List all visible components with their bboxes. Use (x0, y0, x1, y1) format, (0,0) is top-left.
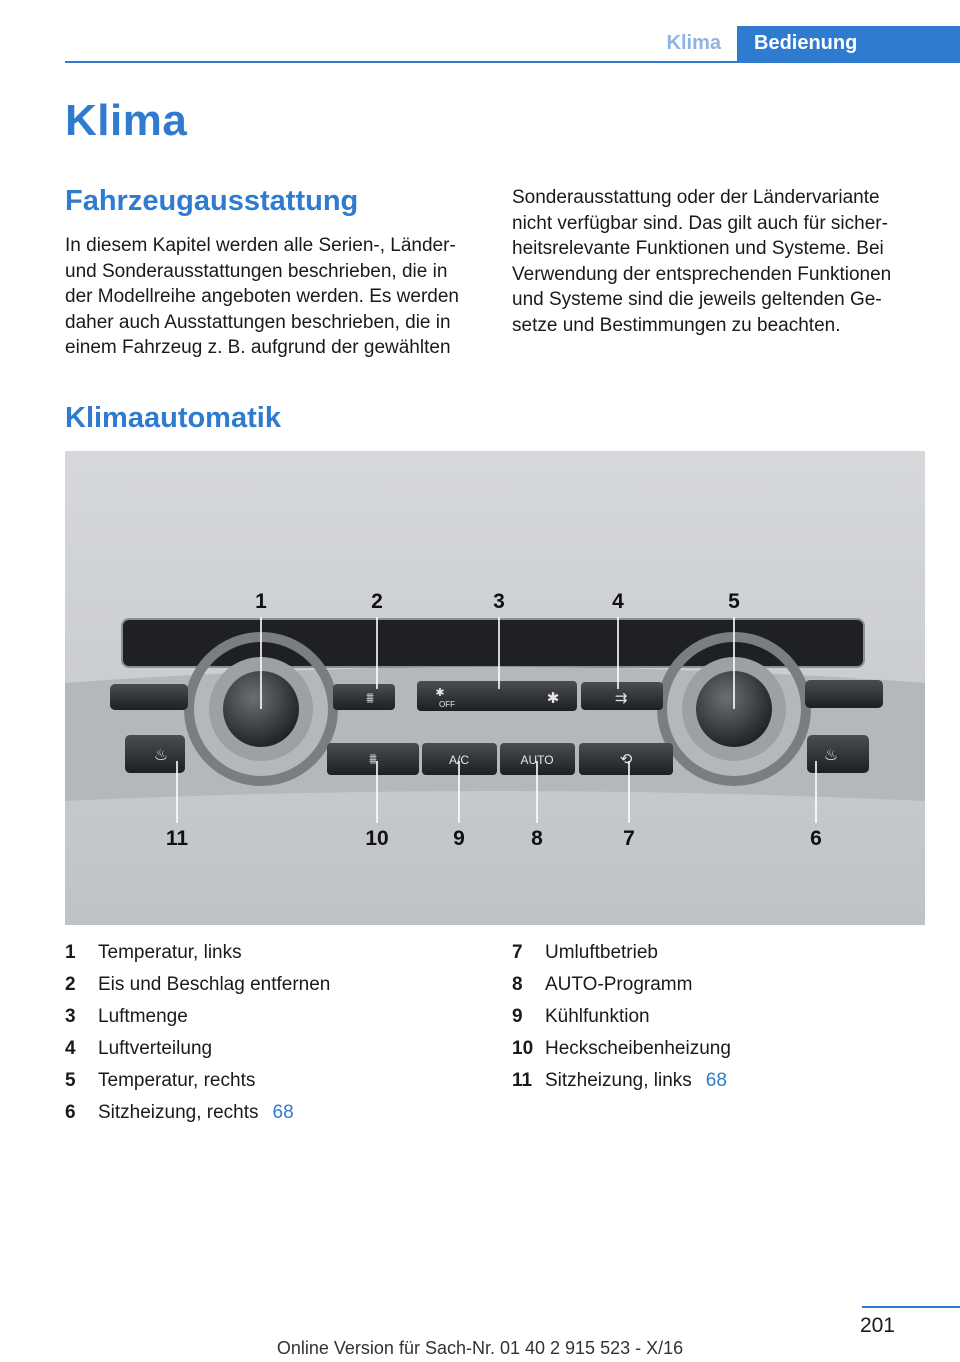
defrost-icon: ⩩ (365, 689, 375, 707)
callout-1: 1 (255, 590, 267, 613)
fan-large-icon: ✱ (546, 689, 560, 707)
legend-item (512, 937, 922, 969)
legend-number: 1 (65, 942, 76, 963)
callout-11: 11 (165, 827, 189, 850)
callout-10: 10 (365, 827, 389, 850)
legend-text: Sitzheizung, rechts (98, 1102, 259, 1123)
legend-text: Umluftbetrieb (545, 942, 658, 963)
callout-7: 7 (623, 827, 635, 850)
callout-3: 3 (493, 590, 505, 613)
legend-text: Luftmenge (98, 1006, 188, 1027)
legend-number: 11 (512, 1070, 533, 1091)
legend-number: 5 (65, 1070, 76, 1091)
page-title: Klima (65, 96, 188, 145)
page-reference-link[interactable]: 68 (272, 1102, 294, 1123)
callout-4: 4 (612, 590, 624, 613)
fan-small-icon: ✱ (435, 686, 445, 699)
legend-text: Temperatur, links (98, 942, 242, 963)
header-tab-bedienung[interactable]: Bedienung (737, 26, 960, 61)
legend-text: Luftverteilung (98, 1038, 213, 1059)
callout-8: 8 (531, 827, 543, 850)
legend-number: 4 (65, 1038, 76, 1059)
legend-number: 9 (512, 1006, 523, 1027)
page-number: 201 (859, 1314, 895, 1337)
legend-text: AUTO-Programm (545, 974, 693, 995)
seat-heating-left-icon: ♨ (153, 745, 169, 764)
footer-rule (862, 1306, 960, 1308)
air-distribution-icon: ⇉ (614, 689, 628, 707)
callout-6: 6 (810, 827, 822, 850)
legend-number: 10 (512, 1038, 534, 1059)
legend-item (512, 969, 922, 1001)
legend-item (65, 1001, 485, 1033)
recirculation-icon: ⟲ (619, 750, 633, 768)
legend-text: Temperatur, rechts (98, 1070, 256, 1091)
intro-column-right: Sonderausstattung oder der Ländervariante nicht verfügbar sind. Das gilt auch für sicher- heitsrelevante Funktionen und Systeme. Bei Verwendung der entsprechenden Funktionen und Systeme sind die jeweils geltenden Ge- setze und Bestimmungen zu beachten. (512, 187, 892, 336)
legend-text: Heckscheibenheizung (545, 1038, 731, 1059)
legend-left (65, 937, 485, 1129)
legend-item (512, 1001, 922, 1033)
callout-5: 5 (728, 590, 740, 613)
legend-number: 7 (512, 942, 523, 963)
legend-item (65, 969, 485, 1001)
callout-2: 2 (371, 590, 383, 613)
legend-item (65, 1065, 485, 1097)
legend-text: Kühlfunktion (545, 1006, 650, 1027)
legend-text: Sitzheizung, links (545, 1070, 692, 1091)
legend-number: 2 (65, 974, 76, 995)
legend-number: 6 (65, 1102, 76, 1123)
legend-item (65, 937, 485, 969)
off-label: OFF (439, 700, 455, 709)
climate-control-figure (65, 451, 925, 925)
callout-9: 9 (453, 827, 465, 850)
legend-item (65, 1033, 485, 1065)
page-reference-link[interactable]: 68 (705, 1070, 727, 1091)
legend-item (65, 1097, 485, 1129)
section-title-fahrzeugausstattung: Fahrzeugausstattung (65, 185, 359, 217)
seat-heating-right-icon: ♨ (823, 745, 839, 764)
auto-label: AUTO (520, 753, 554, 767)
rear-defrost-icon: ⩩ (368, 750, 378, 768)
legend-item (512, 1065, 922, 1097)
legend-number: 3 (65, 1006, 76, 1027)
ac-label: A/C (448, 753, 470, 767)
header-tab-klima[interactable]: Klima (666, 32, 721, 54)
legend-item (512, 1033, 922, 1065)
legend-right (512, 937, 922, 1097)
footer-version-text: Online Version für Sach-Nr. 01 40 2 915 523 - X/16 (276, 1338, 684, 1358)
header-rule (65, 61, 960, 63)
legend-number: 8 (512, 974, 523, 995)
intro-column-left: In diesem Kapitel werden alle Serien-, Länder- und Sonderausstattungen beschrieben, die in der Modellreihe angeboten werden. Es werden daher auch Ausstattungen beschrieben, die in einem Fahrzeug z. B. aufgrund der gewählten (65, 235, 459, 358)
climate-panel-illustration (65, 451, 925, 925)
section-title-klimaautomatik: Klimaautomatik (65, 402, 281, 434)
legend-text: Eis und Beschlag entfernen (98, 974, 331, 995)
